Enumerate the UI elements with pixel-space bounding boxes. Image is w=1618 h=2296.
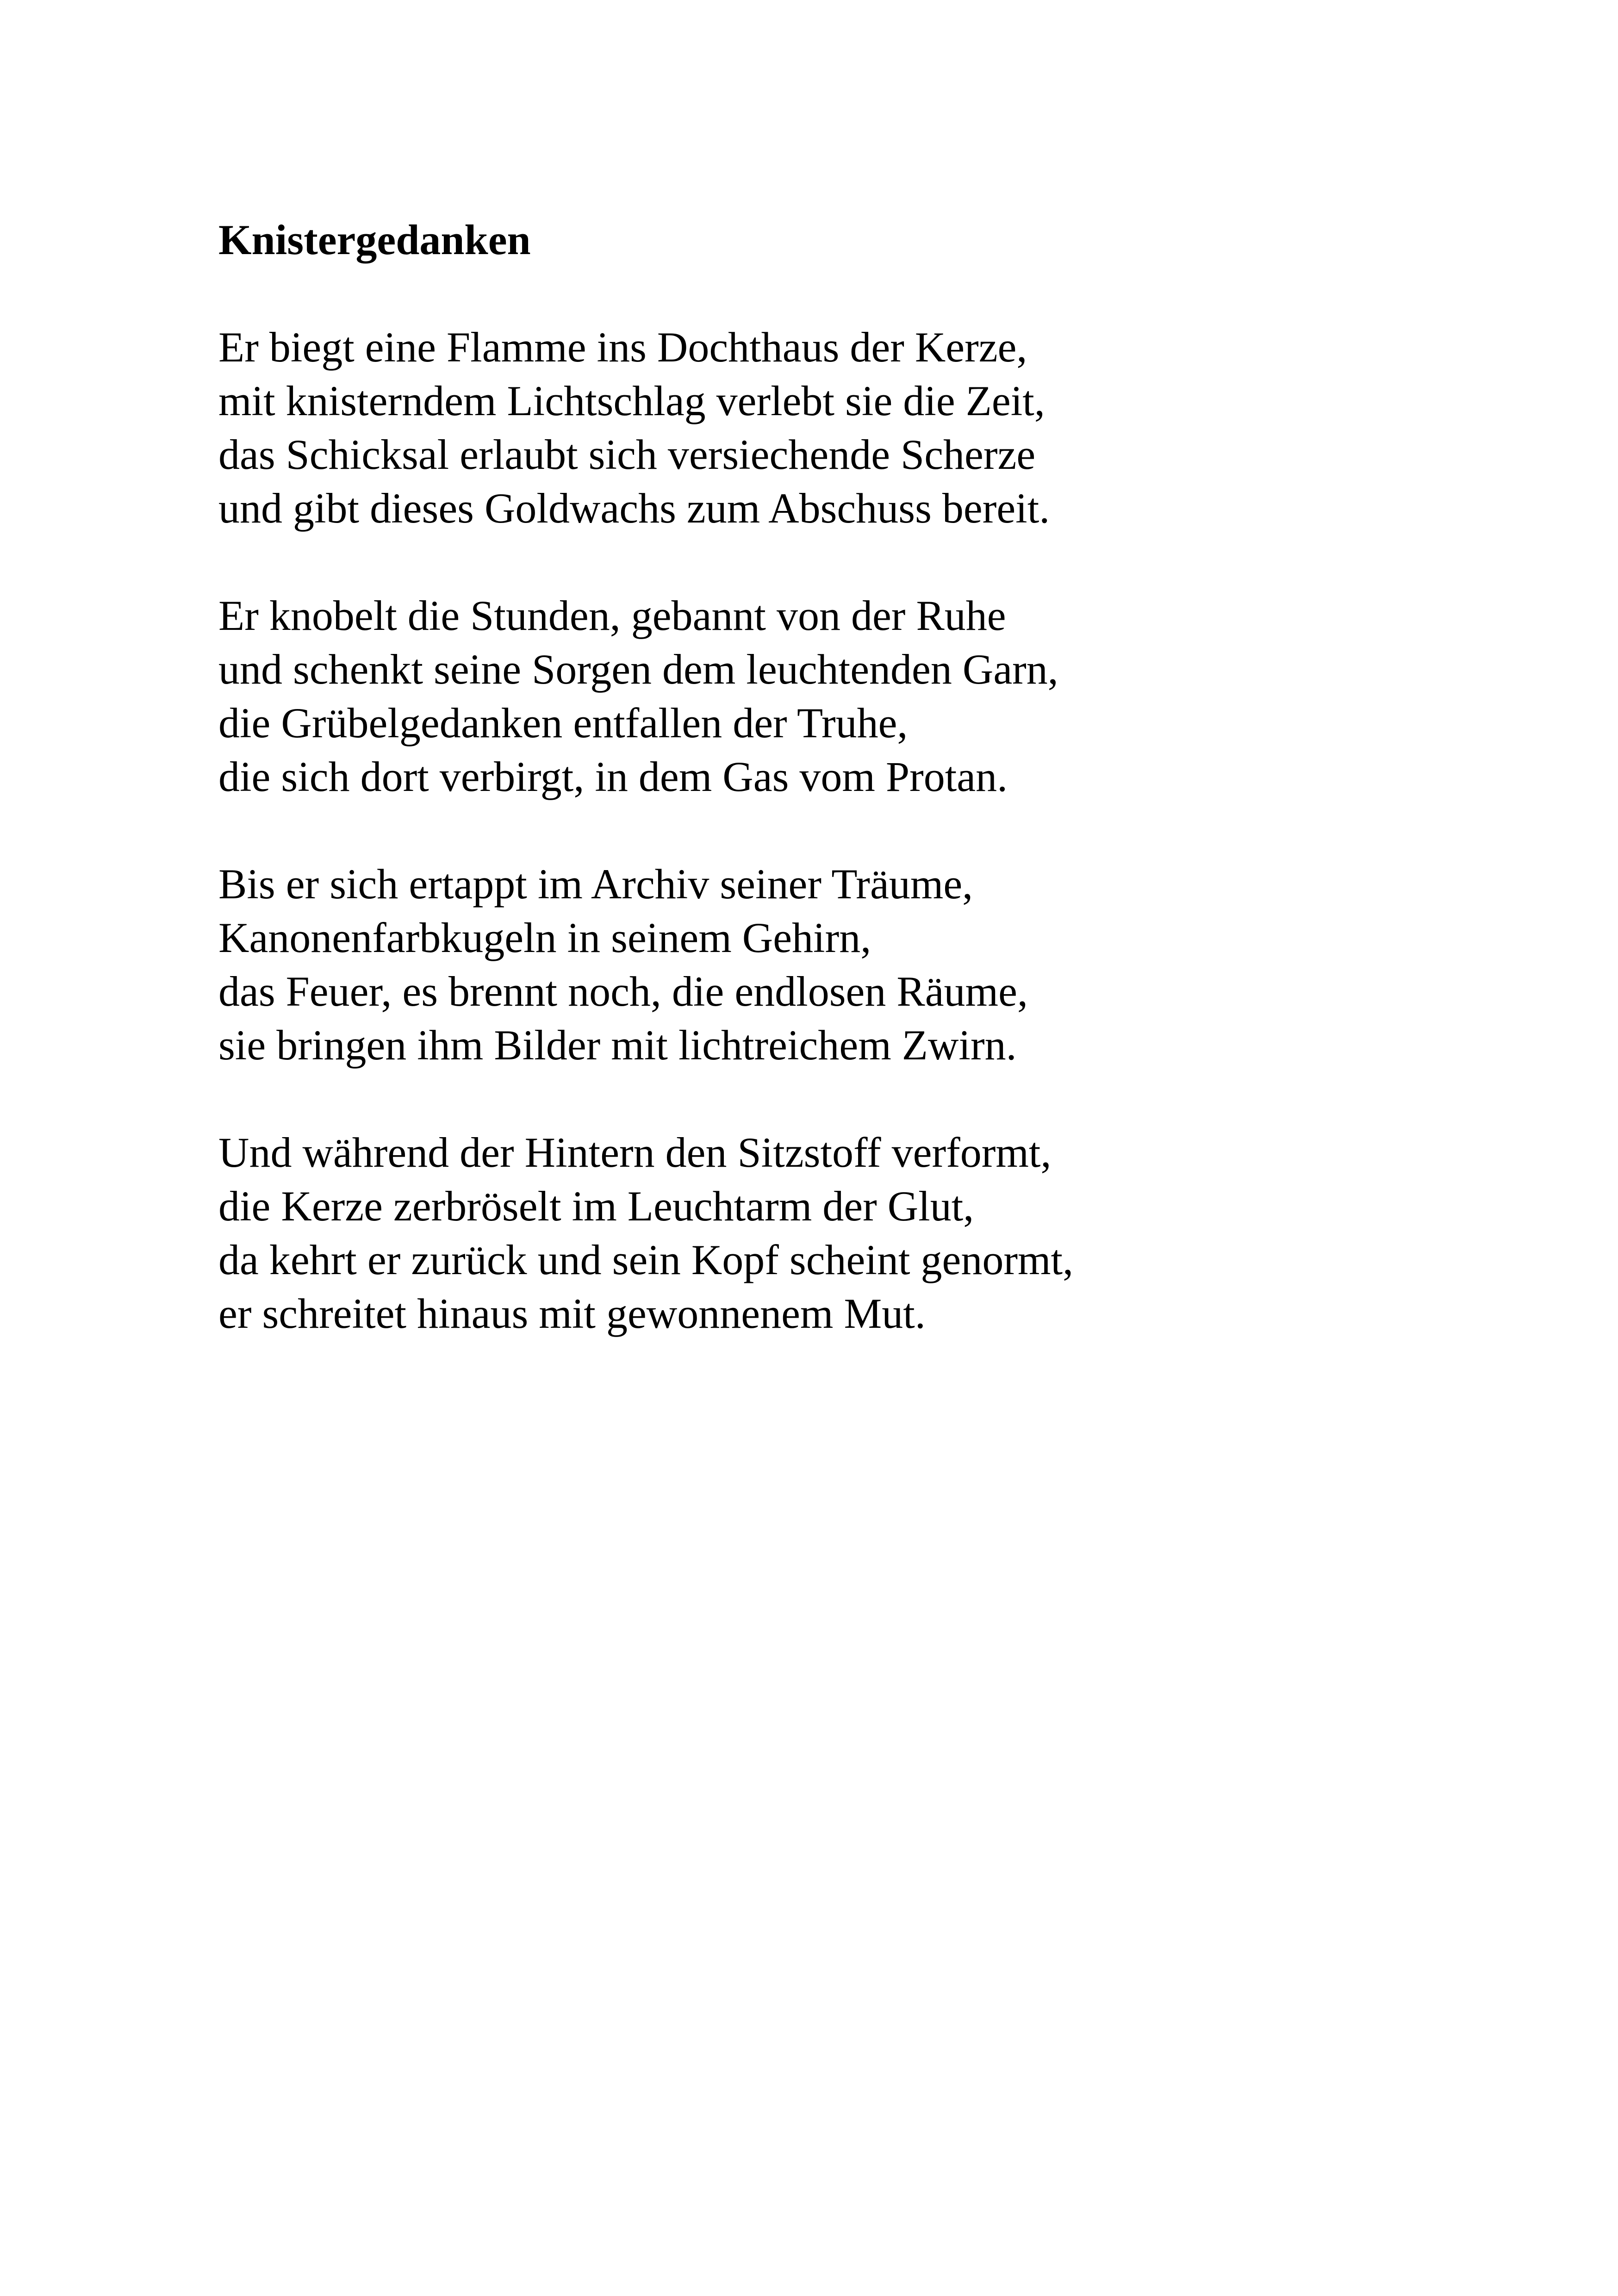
poem-line: und gibt dieses Goldwachs zum Abschuss bereit.: [218, 485, 1050, 532]
poem-line: sie bringen ihm Bilder mit lichtreichem Zwirn.: [218, 1021, 1017, 1069]
poem-line: Bis er sich ertappt im Archiv seiner Träume,: [218, 860, 973, 908]
poem-line: Kanonenfarbkugeln in seinem Gehirn,: [218, 914, 871, 961]
stanza-4: [218, 1126, 1468, 1340]
poem-line: da kehrt er zurück und sein Kopf scheint genormt,: [218, 1236, 1074, 1283]
poem-line: Er biegt eine Flamme ins Dochthaus der Kerze,: [218, 324, 1027, 371]
poem-line: Er knobelt die Stunden, gebannt von der Ruhe: [218, 592, 1006, 639]
poem-line: er schreitet hinaus mit gewonnenem Mut.: [218, 1290, 926, 1337]
poem-line: Und während der Hintern den Sitzstoff verformt,: [218, 1129, 1052, 1176]
poem-line: die Grübelgedanken entfallen der Truhe,: [218, 699, 908, 747]
stanza-2: [218, 589, 1468, 803]
poem-line: das Feuer, es brennt noch, die endlosen Räume,: [218, 968, 1028, 1015]
poem-title: Knistergedanken: [218, 216, 531, 263]
stanza-1: [218, 320, 1468, 535]
stanza-3: [218, 857, 1468, 1072]
poem: [218, 213, 1468, 1394]
poem-line: und schenkt seine Sorgen dem leuchtenden Garn,: [218, 646, 1058, 693]
poem-line: die sich dort verbirgt, in dem Gas vom Protan.: [218, 753, 1008, 800]
poem-line: mit knisterndem Lichtschlag verlebt sie die Zeit,: [218, 377, 1045, 424]
poem-line: die Kerze zerbröselt im Leuchtarm der Glut,: [218, 1182, 974, 1230]
poem-line: das Schicksal erlaubt sich versiechende Scherze: [218, 431, 1036, 478]
